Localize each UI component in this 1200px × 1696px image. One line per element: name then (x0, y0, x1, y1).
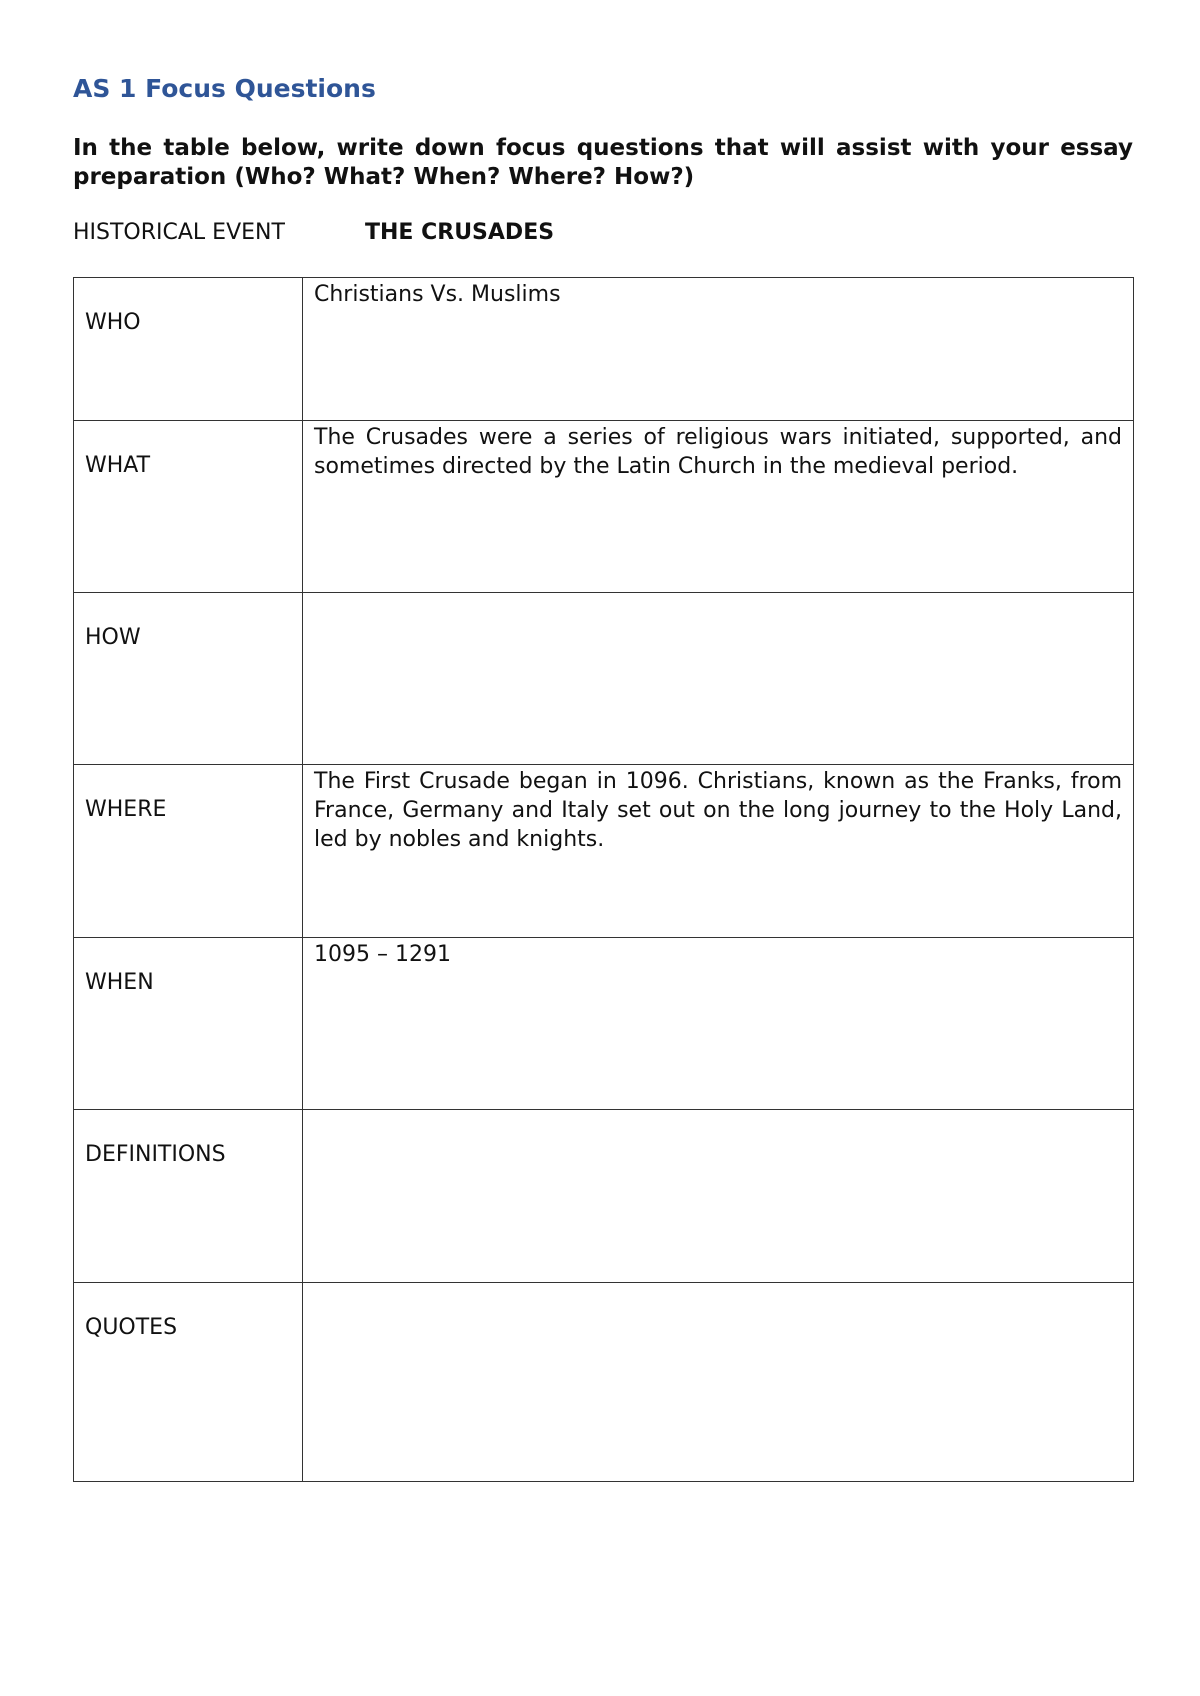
table-row-who (74, 278, 1134, 421)
row-content (303, 593, 1133, 595)
row-content-cell (303, 765, 1134, 938)
row-content-cell (303, 278, 1134, 421)
row-content-cell (303, 421, 1134, 593)
table-row-when (74, 938, 1134, 1110)
row-content: The First Crusade began in 1096. Christians, known as the Franks, from France, Germany and Italy set out on the long journey to the Holy Land, led by nobles and knights. (314, 769, 1122, 852)
row-label-cell (74, 278, 303, 421)
historical-event-value: THE CRUSADES (365, 220, 555, 245)
row-label: DEFINITIONS (85, 1142, 226, 1167)
historical-event-line (73, 220, 554, 246)
focus-questions-table (73, 277, 1134, 1482)
table-row-definitions (74, 1110, 1134, 1283)
row-label: WHO (85, 310, 141, 335)
row-content: 1095 – 1291 (314, 942, 451, 967)
instructions-text: In the table below, write down focus questions that will assist with your essay preparation (Who? What? When? Where? How?) (73, 135, 1133, 190)
row-label-cell (74, 593, 303, 765)
page-title: AS 1 Focus Questions (73, 74, 376, 103)
table-row-quotes (74, 1283, 1134, 1482)
row-label-cell (74, 1110, 303, 1283)
row-label: QUOTES (85, 1315, 178, 1340)
row-content-cell (303, 938, 1134, 1110)
row-content-cell (303, 1110, 1134, 1283)
row-content: Christians Vs. Muslims (314, 282, 561, 307)
row-content (303, 1283, 1133, 1285)
row-content-cell (303, 593, 1134, 765)
row-content (303, 1110, 1133, 1112)
row-label-cell (74, 938, 303, 1110)
row-label-cell (74, 765, 303, 938)
row-label-cell (74, 421, 303, 593)
row-label: WHAT (85, 453, 151, 478)
row-label: WHEN (85, 970, 154, 995)
historical-event-label: HISTORICAL EVENT (73, 220, 285, 245)
row-content-cell (303, 1283, 1134, 1482)
row-content: The Crusades were a series of religious wars initiated, supported, and sometimes directed by the Latin Church in the medieval period. (314, 425, 1122, 479)
table-row-where (74, 765, 1134, 938)
row-label-cell (74, 1283, 303, 1482)
row-label: WHERE (85, 797, 167, 822)
table-row-how (74, 593, 1134, 765)
table-row-what (74, 421, 1134, 593)
row-label: HOW (85, 625, 141, 650)
